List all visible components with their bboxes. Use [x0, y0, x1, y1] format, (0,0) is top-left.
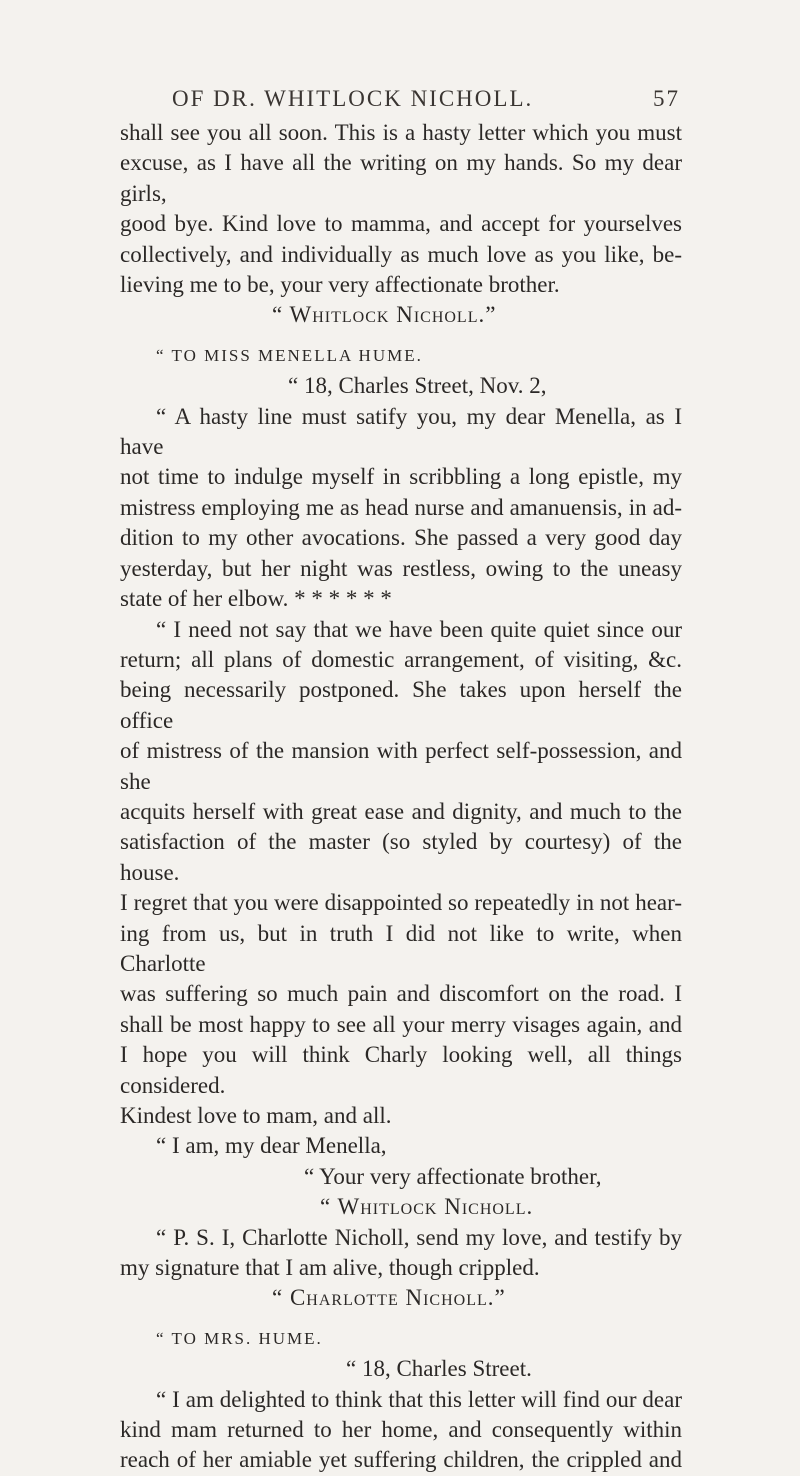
text-line: shall be most happy to see all your merry visages again, and	[120, 1011, 682, 1037]
running-head	[144, 86, 680, 112]
text-line: was suffering so much pain and discomfort on the road. I	[120, 981, 682, 1007]
text-line: I hope you will think Charly looking well, all things considered.	[120, 1042, 682, 1098]
letter-heading: “ TO MRS. HUME.	[156, 1328, 323, 1348]
text-line: good bye. Kind love to mamma, and accept for yourselves	[120, 211, 682, 237]
signature-line: “ Whitlock Nicholl.”	[272, 302, 497, 328]
text-line: excuse, as I have all the writing on my hands. So my dear girls,	[120, 150, 682, 206]
letter-heading: “ TO MISS MENELLA HUME.	[156, 345, 423, 365]
page-number: 57	[653, 86, 680, 111]
text-line: not time to indulge myself in scribbling a long epistle, my	[120, 464, 682, 490]
text-line: “ I am delighted to think that this letter will find our dear	[156, 1386, 682, 1412]
text-line: shall see you all soon. This is a hasty letter which you must	[120, 120, 682, 145]
text-line: “ I am, my dear Menella,	[156, 1133, 387, 1159]
text-line: “ Your very affectionate brother,	[304, 1163, 602, 1189]
letter-address: “ 18, Charles Street, Nov. 2,	[288, 373, 547, 399]
running-title: OF DR. WHITLOCK NICHOLL.	[172, 86, 534, 111]
text-line: reach of her amiable yet suffering children, the crippled and	[120, 1447, 682, 1473]
text-line: ing from us, but in truth I did not like to write, when Charlotte	[120, 920, 682, 976]
text-line: being necessarily postponed. She takes upon herself the office	[120, 677, 682, 733]
text-line: Kindest love to mam, and all.	[120, 1103, 392, 1128]
text-line: return; all plans of domestic arrangement, of visiting, &c.	[120, 646, 682, 672]
text-line: kind mam returned to her home, and consequently within	[120, 1417, 682, 1443]
text-line: yesterday, but her night was restless, owing to the uneasy	[120, 555, 682, 581]
text-line: of mistress of the mansion with perfect self-possession, and she	[120, 738, 682, 794]
text-line: “ P. S. I, Charlotte Nicholl, send my love, and testify by	[156, 1224, 682, 1250]
text-line: lieving me to be, your very affectionate brother.	[120, 272, 560, 298]
text-line: mistress employing me as head nurse and amanuensis, in ad-	[120, 494, 682, 520]
signature-line: “ Whitlock Nicholl.	[320, 1194, 534, 1220]
text-line: collectively, and individually as much love as you like, be-	[120, 241, 682, 267]
text-line: state of her elbow. * * * * * *	[120, 586, 392, 612]
text-line: dition to my other avocations. She passed a very good day	[120, 525, 682, 551]
text-line: satisfaction of the master (so styled by courtesy) of the house.	[120, 829, 682, 885]
text-line: acquits herself with great ease and dignity, and much to the	[120, 798, 682, 824]
text-line: my signature that I am alive, though crippled.	[120, 1255, 540, 1281]
text-line: I regret that you were disappointed so repeatedly in not hear-	[120, 890, 682, 916]
letter-address: “ 18, Charles Street.	[346, 1356, 532, 1382]
text-line: “ I need not say that we have been quite quiet since our	[156, 616, 682, 642]
text-line: “ A hasty line must satify you, my dear Menella, as I have	[120, 403, 682, 460]
body-text	[120, 118, 682, 1476]
signature-line: “ Charlotte Nicholl.”	[272, 1285, 506, 1311]
